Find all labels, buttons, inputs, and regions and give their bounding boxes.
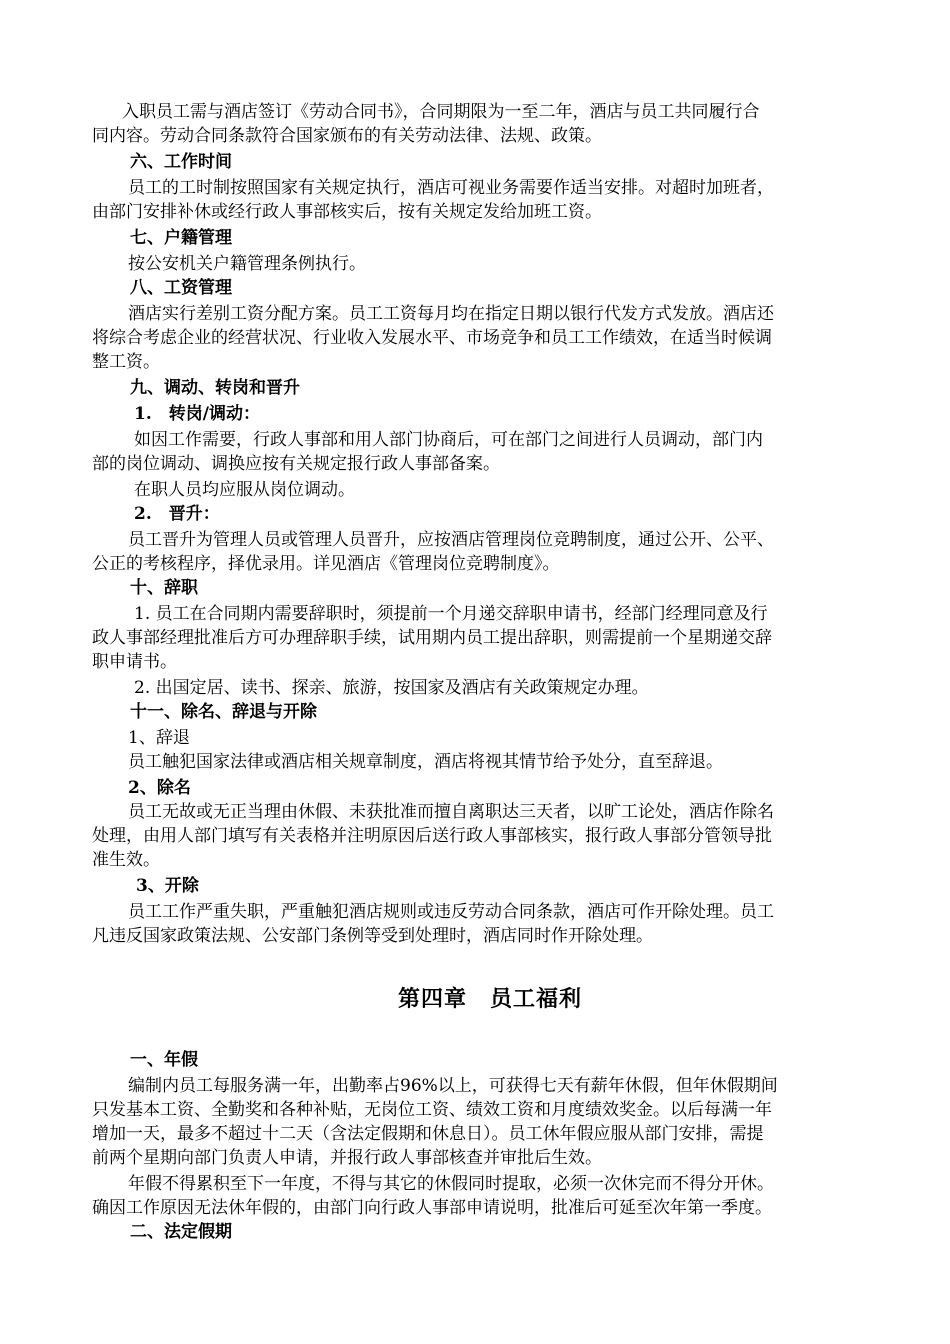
section-heading: 七、户籍管理 [130, 228, 232, 248]
section-heading: 六、工作时间 [130, 152, 232, 172]
body-text: 增加一天，最多不超过十二天（含法定假期和休息日）。员工休年假应服从部门安排，需提 [92, 1124, 764, 1144]
subsection-heading: 2. 晋升： [134, 504, 220, 524]
section-heading: 二、法定假期 [130, 1222, 232, 1242]
section-heading: 十一、除名、辞退与开除 [130, 702, 317, 722]
body-text: 员工无故或无正当理由休假、未获批准而擅自离职达三天者，以旷工论处，酒店作除名 [128, 802, 774, 822]
subsection-heading: 1. 转岗/调动： [134, 404, 260, 424]
body-text: 准生效。 [92, 850, 160, 870]
body-text: 部的岗位调动、调换应按有关规定报行政人事部备案。 [92, 454, 500, 474]
item-heading: 1、辞退 [128, 728, 190, 748]
body-text: 凡违反国家政策法规、公安部门条例等受到处理时，酒店同时作开除处理。 [92, 926, 653, 946]
item-heading: 3、开除 [136, 876, 199, 896]
body-text: 酒店实行差别工资分配方案。员工工资每月均在指定日期以银行代发方式发放。酒店还 [128, 304, 774, 324]
body-text: 职申请书。 [92, 652, 177, 672]
section-heading: 九、调动、转岗和晋升 [130, 378, 300, 398]
body-text: 确因工作原因无法休年假的，由部门向行政人事部申请说明，批准后可延至次年第一季度。 [92, 1198, 772, 1218]
body-text: 将综合考虑企业的经营状况、行业收入发展水平、市场竞争和员工工作绩效，在适当时候调 [92, 328, 772, 348]
body-text: 前两个星期向部门负责人申请，并报行政人事部核查并审批后生效。 [92, 1148, 602, 1168]
body-text: 员工工作严重失职，严重触犯酒店规则或违反劳动合同条款，酒店可作开除处理。员工 [128, 902, 774, 922]
body-text: 员工晋升为管理人员或管理人员晋升，应按酒店管理岗位竞聘制度，通过公开、公平、 [128, 530, 774, 550]
body-text: 同内容。劳动合同条款符合国家颁布的有关劳动法律、法规、政策。 [92, 126, 602, 146]
chapter-title: 第四章 员工福利 [398, 986, 583, 1012]
body-text: 只发基本工资、全勤奖和各种补贴，无岗位工资、绩效工资和月度绩效奖金。以后每满一年 [92, 1100, 772, 1120]
section-heading: 十、辞职 [130, 578, 198, 598]
body-text: 编制内员工每服务满一年，出勤率占96%以上，可获得七天有薪年休假，但年休假期间 [128, 1076, 778, 1096]
body-text: 整工资。 [92, 352, 160, 372]
body-text: 政人事部经理批准后方可办理辞职手续，试用期内员工提出辞职，则需提前一个星期递交辞 [92, 628, 772, 648]
body-text: 公正的考核程序，择优录用。详见酒店《管理岗位竞聘制度》。 [92, 554, 560, 574]
body-text: 年假不得累积至下一年度，不得与其它的休假同时提取，必须一次休完而不得分开休。 [128, 1174, 774, 1194]
body-text: 由部门安排补休或经行政人事部核实后，按有关规定发给加班工资。 [92, 202, 602, 222]
body-text: 按公安机关户籍管理条例执行。 [128, 254, 366, 274]
body-text: 在职人员均应服从岗位调动。 [134, 480, 355, 500]
body-text: 2. 出国定居、读书、探亲、旅游，按国家及酒店有关政策规定办理。 [134, 678, 649, 698]
body-text: 员工的工时制按照国家有关规定执行，酒店可视业务需要作适当安排。对超时加班者， [128, 178, 774, 198]
body-text: 处理，由用人部门填写有关表格并注明原因后送行政人事部核实，报行政人事部分管领导批 [92, 826, 772, 846]
item-heading: 2、除名 [128, 778, 191, 798]
body-text: 员工触犯国家法律或酒店相关规章制度，酒店将视其情节给予处分，直至辞退。 [128, 752, 723, 772]
section-heading: 一、年假 [130, 1050, 198, 1070]
body-text: 1. 员工在合同期内需要辞职时，须提前一个月递交辞职申请书，经部门经理同意及行 [134, 604, 768, 624]
body-text: 入职员工需与酒店签订《劳动合同书》，合同期限为一至二年，酒店与员工共同履行合 [122, 102, 760, 122]
body-text: 如因工作需要，行政人事部和用人部门协商后，可在部门之间进行人员调动，部门内 [134, 430, 763, 450]
section-heading: 八、工资管理 [130, 278, 232, 298]
